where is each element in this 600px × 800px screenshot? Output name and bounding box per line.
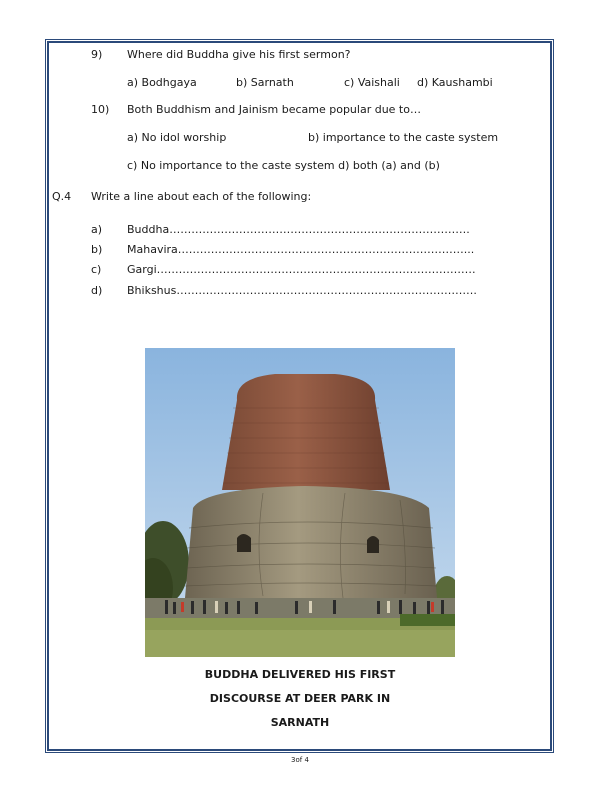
question-9-option-a: a) Bodhgaya [127, 76, 197, 89]
q4-item-b-text: Mahavira……………………………………………………………………... [127, 243, 475, 256]
q4-item-a-letter: a) [91, 223, 103, 236]
question-10-option-b: b) importance to the caste system [308, 131, 499, 144]
q4-item-c-letter: c) [91, 263, 102, 276]
q4-item-d-letter: d) [91, 284, 103, 297]
question-9-number: 9) [91, 48, 103, 61]
q4-item-b-letter: b) [91, 243, 103, 256]
photo-caption-line-3: SARNATH [270, 716, 330, 729]
q4-item-c-text: Gargi…………………………………………………………………………… [127, 263, 476, 276]
q4-item-a-text: Buddha………………………………………………………………………. [127, 223, 470, 236]
page-number: 3of 4 [291, 756, 309, 764]
question-9-option-b: b) Sarnath [236, 76, 294, 89]
stupa-photo [145, 348, 455, 657]
photo-caption-line-2: DISCOURSE AT DEER PARK IN [209, 692, 391, 705]
q4-label: Q.4 [52, 190, 72, 203]
q4-prompt: Write a line about each of the following: [91, 190, 312, 203]
question-10-number: 10) [91, 103, 110, 116]
question-10-text: Both Buddhism and Jainism became popular due to… [127, 103, 421, 116]
photo-caption-line-1: BUDDHA DELIVERED HIS FIRST [204, 668, 396, 681]
question-10-option-a: a) No idol worship [127, 131, 227, 144]
question-9-text: Where did Buddha give his first sermon? [127, 48, 351, 61]
question-9-option-c: c) Vaishali [344, 76, 400, 89]
q4-item-d-text: Bhikshus………………………………………………………………………. [127, 284, 477, 297]
question-10-option-c-d: c) No importance to the caste system d) both (a) and (b) [127, 159, 440, 172]
question-9-option-d: d) Kaushambi [417, 76, 493, 89]
